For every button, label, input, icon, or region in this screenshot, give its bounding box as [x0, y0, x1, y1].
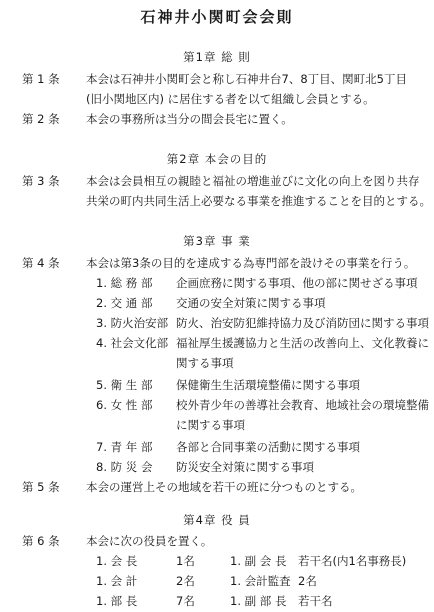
department-description: 防火、治安防犯維持協力及び消防団に関する事項 — [176, 316, 429, 330]
department-item-continuation — [0, 354, 434, 372]
article-number: 第 5 条 — [22, 480, 60, 494]
department-item — [0, 396, 434, 414]
article-1-continuation — [0, 90, 434, 108]
officer-title: 1. 副 部 長 — [230, 594, 287, 608]
article-text: 本会に次の役員を置く。 — [86, 534, 213, 548]
article-5 — [0, 478, 434, 496]
officer-title: 1. 会 長 — [96, 554, 138, 568]
department-label: 5. 衛 生 部 — [96, 378, 153, 392]
article-text: 本会の運営上その地域を若干の班に分つものとする。 — [86, 480, 362, 494]
article-3 — [0, 172, 434, 190]
article-number: 第 2 条 — [22, 112, 60, 126]
article-text: (旧小関地区内) に居住する者を以て組織し会員とする。 — [86, 92, 375, 106]
department-description: 防災安全対策に関する事項 — [176, 460, 314, 474]
department-label: 3. 防火治安部 — [96, 316, 169, 330]
article-number: 第 3 条 — [22, 174, 60, 188]
officer-title: 1. 会計監査 — [230, 574, 291, 588]
article-text: 本会の事務所は当分の間会長宅に置く。 — [86, 112, 293, 126]
department-label: 7. 青 年 部 — [96, 440, 153, 454]
article-text: 共栄の町内共同生活上必要なる事業を推進することを目的とする。 — [86, 194, 431, 208]
article-text: 本会は会員相互の親睦と福祉の増進並びに文化の向上を図り共存 — [86, 174, 420, 188]
department-label: 6. 女 性 部 — [96, 398, 153, 412]
article-6 — [0, 532, 434, 550]
department-description: 保健衛生生活環境整備に関する事項 — [176, 378, 360, 392]
officer-row — [0, 592, 434, 610]
article-text: 本会は第3条の目的を達成する為専門部を設けその事業を行う。 — [86, 256, 416, 270]
article-4 — [0, 254, 434, 272]
department-description: に関する事項 — [176, 418, 245, 432]
department-description: 校外青少年の善導社会教育、地域社会の環境整備 — [176, 398, 429, 412]
officer-count: 7名 — [176, 594, 195, 608]
article-1 — [0, 70, 434, 88]
department-label: 2. 交 通 部 — [96, 296, 153, 310]
article-2 — [0, 110, 434, 128]
document-title: 石神井小関町会会則 — [140, 8, 294, 26]
department-description: 交通の安全対策に関する事項 — [176, 296, 326, 310]
department-description: 福祉厚生援護協力と生活の改善向上、文化教養に — [176, 336, 429, 350]
officer-title: 1. 部 長 — [96, 594, 138, 608]
chapter-heading: 第1章 総 則 — [183, 50, 251, 64]
department-description: 企画庶務に関する事項、他の部に関せざる事項 — [176, 276, 418, 290]
chapter-heading: 第4章 役 員 — [183, 513, 251, 527]
article-text: 本会は石神井小関町会と称し石神井台7、8丁目、関町北5丁目 — [86, 72, 407, 86]
officer-row — [0, 552, 434, 570]
department-label: 1. 総 務 部 — [96, 276, 153, 290]
article-3-continuation — [0, 192, 434, 210]
department-item — [0, 334, 434, 352]
department-label: 8. 防 災 会 — [96, 460, 153, 474]
department-item — [0, 438, 434, 456]
department-description: 各部と合同事業の活動に関する事項 — [176, 440, 360, 454]
officer-count: 2名 — [176, 574, 195, 588]
chapter-heading: 第2章 本会の目的 — [166, 152, 268, 166]
officer-count: 2名 — [298, 574, 317, 588]
department-item — [0, 314, 434, 332]
officer-title: 1. 会 計 — [96, 574, 138, 588]
officer-count: 若干名 — [298, 594, 333, 608]
department-item — [0, 294, 434, 312]
article-number: 第 1 条 — [22, 72, 60, 86]
article-number: 第 6 条 — [22, 534, 60, 548]
officer-title: 1. 副 会 長 — [230, 554, 287, 568]
department-item — [0, 274, 434, 292]
department-item-continuation — [0, 416, 434, 434]
department-label: 4. 社会文化部 — [96, 336, 169, 350]
department-item — [0, 458, 434, 476]
department-item — [0, 376, 434, 394]
chapter-heading: 第3章 事 業 — [183, 234, 251, 248]
department-description: 関する事項 — [176, 356, 234, 370]
officer-row — [0, 572, 434, 590]
article-number: 第 4 条 — [22, 256, 60, 270]
officer-count: 若干名(内1名事務長) — [298, 554, 407, 568]
officer-count: 1名 — [176, 554, 195, 568]
